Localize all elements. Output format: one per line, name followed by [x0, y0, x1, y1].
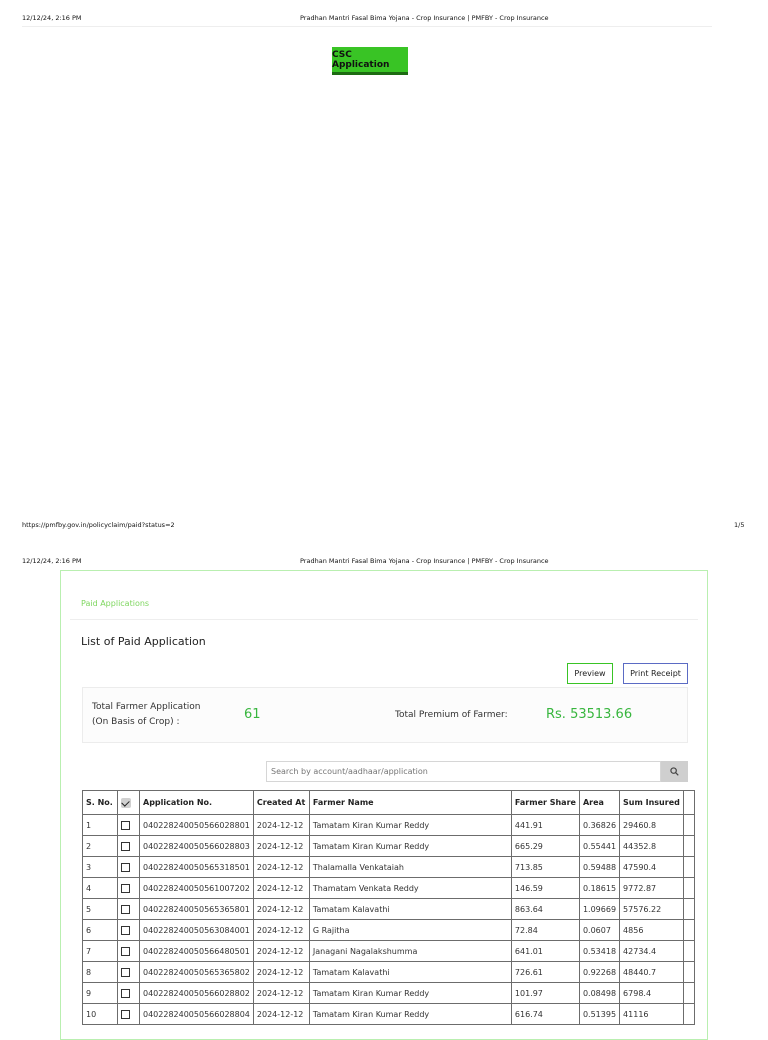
col-farmer-share: Farmer Share	[511, 791, 579, 815]
print-datetime: 12/12/24, 2:16 PM	[22, 14, 82, 22]
cell-application-no: 040228240050565318501	[140, 857, 254, 878]
cell-farmer-share: 863.64	[511, 899, 579, 920]
cell-spacer	[683, 857, 694, 878]
cell-sum-insured: 9772.87	[620, 878, 684, 899]
cell-area: 0.92268	[579, 962, 619, 983]
col-sno: S. No.	[83, 791, 118, 815]
page-title: List of Paid Application	[81, 635, 206, 648]
cell-created-at: 2024-12-12	[253, 962, 309, 983]
cell-farmer-name: Tamatam Kalavathi	[309, 962, 511, 983]
col-spacer	[683, 791, 694, 815]
cell-farmer-name: Tamatam Kiran Kumar Reddy	[309, 836, 511, 857]
table-row	[83, 920, 695, 941]
cell-area: 0.59488	[579, 857, 619, 878]
cell-created-at: 2024-12-12	[253, 836, 309, 857]
cell-spacer	[683, 836, 694, 857]
cell-area: 0.53418	[579, 941, 619, 962]
cell-application-no: 040228240050565365802	[140, 962, 254, 983]
cell-spacer	[683, 983, 694, 1004]
cell-farmer-name: Tamatam Kalavathi	[309, 899, 511, 920]
cell-spacer	[683, 1004, 694, 1025]
row-checkbox[interactable]	[121, 821, 130, 830]
cell-application-no: 040228240050566028802	[140, 983, 254, 1004]
cell-sum-insured: 29460.8	[620, 815, 684, 836]
print-page-number: 1/5	[734, 521, 745, 529]
col-application-no: Application No.	[140, 791, 254, 815]
row-checkbox-cell	[118, 836, 140, 857]
cell-farmer-share: 665.29	[511, 836, 579, 857]
row-checkbox[interactable]	[121, 842, 130, 851]
total-application-label-line1: Total Farmer Application	[92, 702, 201, 712]
row-checkbox[interactable]	[121, 905, 130, 914]
cell-area: 0.55441	[579, 836, 619, 857]
table-row	[83, 857, 695, 878]
cell-farmer-name: G Rajitha	[309, 920, 511, 941]
csc-application-button[interactable]: CSC Application	[332, 47, 408, 75]
cell-spacer	[683, 899, 694, 920]
cell-sno: 1	[83, 815, 118, 836]
cell-area: 1.09669	[579, 899, 619, 920]
table-row	[83, 878, 695, 899]
cell-area: 0.0607	[579, 920, 619, 941]
cell-spacer	[683, 920, 694, 941]
row-checkbox-cell	[118, 878, 140, 899]
breadcrumb-divider	[70, 619, 698, 620]
cell-farmer-share: 146.59	[511, 878, 579, 899]
cell-sno: 8	[83, 962, 118, 983]
row-checkbox-cell	[118, 899, 140, 920]
cell-application-no: 040228240050563084001	[140, 920, 254, 941]
row-checkbox-cell	[118, 983, 140, 1004]
cell-created-at: 2024-12-12	[253, 857, 309, 878]
row-checkbox-cell	[118, 962, 140, 983]
cell-farmer-name: Tamatam Kiran Kumar Reddy	[309, 815, 511, 836]
cell-application-no: 040228240050566480501	[140, 941, 254, 962]
row-checkbox-cell	[118, 920, 140, 941]
cell-sno: 3	[83, 857, 118, 878]
cell-farmer-share: 72.84	[511, 920, 579, 941]
breadcrumb[interactable]: Paid Applications	[81, 599, 150, 608]
cell-application-no: 040228240050565365801	[140, 899, 254, 920]
row-checkbox[interactable]	[121, 863, 130, 872]
cell-created-at: 2024-12-12	[253, 878, 309, 899]
cell-sum-insured: 57576.22	[620, 899, 684, 920]
cell-sno: 9	[83, 983, 118, 1004]
row-checkbox[interactable]	[121, 947, 130, 956]
total-premium-label: Total Premium of Farmer:	[395, 710, 508, 720]
cell-spacer	[683, 962, 694, 983]
cell-sum-insured: 6798.4	[620, 983, 684, 1004]
row-checkbox-cell	[118, 941, 140, 962]
total-application-label-line2: (On Basis of Crop) :	[92, 717, 180, 727]
table-row	[83, 983, 695, 1004]
table-row	[83, 899, 695, 920]
row-checkbox[interactable]	[121, 968, 130, 977]
table-header-row	[83, 791, 695, 815]
search-icon	[670, 767, 679, 776]
table-row	[83, 815, 695, 836]
table-row	[83, 941, 695, 962]
col-created-at: Created At	[253, 791, 309, 815]
print-doc-title-2: Pradhan Mantri Fasal Bima Yojana - Crop Insurance | PMFBY - Crop Insurance	[300, 557, 549, 565]
total-application-label	[92, 700, 200, 730]
paid-applications-table	[82, 790, 695, 1025]
cell-area: 0.18615	[579, 878, 619, 899]
cell-created-at: 2024-12-12	[253, 815, 309, 836]
cell-created-at: 2024-12-12	[253, 1004, 309, 1025]
cell-farmer-share: 101.97	[511, 983, 579, 1004]
total-application-value: 61	[244, 707, 261, 722]
cell-farmer-name: Janagani Nagalakshumma	[309, 941, 511, 962]
cell-farmer-share: 713.85	[511, 857, 579, 878]
cell-farmer-share: 441.91	[511, 815, 579, 836]
cell-sum-insured: 41116	[620, 1004, 684, 1025]
cell-area: 0.36826	[579, 815, 619, 836]
cell-farmer-name: Tamatam Kiran Kumar Reddy	[309, 983, 511, 1004]
table-row	[83, 962, 695, 983]
cell-spacer	[683, 878, 694, 899]
total-premium-value: Rs. 53513.66	[546, 707, 633, 722]
cell-farmer-name: Thalamalla Venkataiah	[309, 857, 511, 878]
cell-sno: 4	[83, 878, 118, 899]
table-row	[83, 836, 695, 857]
header-divider	[22, 26, 712, 27]
cell-sno: 7	[83, 941, 118, 962]
select-all-checkbox[interactable]	[118, 791, 140, 815]
cell-sum-insured: 44352.8	[620, 836, 684, 857]
cell-sum-insured: 42734.4	[620, 941, 684, 962]
row-checkbox-cell	[118, 1004, 140, 1025]
cell-sno: 6	[83, 920, 118, 941]
cell-farmer-share: 616.74	[511, 1004, 579, 1025]
search-input[interactable]	[266, 761, 661, 782]
cell-sum-insured: 4856	[620, 920, 684, 941]
search-button[interactable]	[661, 761, 688, 782]
cell-area: 0.08498	[579, 983, 619, 1004]
cell-sum-insured: 47590.4	[620, 857, 684, 878]
cell-sno: 2	[83, 836, 118, 857]
print-doc-title: Pradhan Mantri Fasal Bima Yojana - Crop Insurance | PMFBY - Crop Insurance	[300, 14, 549, 22]
row-checkbox-cell	[118, 815, 140, 836]
col-sum-insured: Sum Insured	[620, 791, 684, 815]
cell-sno: 10	[83, 1004, 118, 1025]
cell-spacer	[683, 941, 694, 962]
cell-farmer-name: Tamatam Kiran Kumar Reddy	[309, 1004, 511, 1025]
cell-application-no: 040228240050561007202	[140, 878, 254, 899]
cell-application-no: 040228240050566028803	[140, 836, 254, 857]
cell-farmer-name: Thamatam Venkata Reddy	[309, 878, 511, 899]
cell-created-at: 2024-12-12	[253, 941, 309, 962]
cell-application-no: 040228240050566028804	[140, 1004, 254, 1025]
row-checkbox[interactable]	[121, 926, 130, 935]
col-farmer-name: Farmer Name	[309, 791, 511, 815]
cell-sum-insured: 48440.7	[620, 962, 684, 983]
row-checkbox[interactable]	[121, 1010, 130, 1019]
table-row	[83, 1004, 695, 1025]
print-footer-url: https://pmfby.gov.in/policyclaim/paid?status=2	[22, 521, 175, 529]
row-checkbox[interactable]	[121, 989, 130, 998]
preview-button[interactable]: Preview	[567, 663, 613, 684]
cell-area: 0.51395	[579, 1004, 619, 1025]
summary-box	[82, 687, 688, 743]
col-area: Area	[579, 791, 619, 815]
cell-farmer-share: 726.61	[511, 962, 579, 983]
print-receipt-button[interactable]: Print Receipt	[623, 663, 688, 684]
cell-spacer	[683, 815, 694, 836]
cell-farmer-share: 641.01	[511, 941, 579, 962]
cell-created-at: 2024-12-12	[253, 920, 309, 941]
cell-sno: 5	[83, 899, 118, 920]
cell-application-no: 040228240050566028801	[140, 815, 254, 836]
cell-created-at: 2024-12-12	[253, 899, 309, 920]
row-checkbox-cell	[118, 857, 140, 878]
checkbox-checked-icon	[121, 798, 131, 808]
cell-created-at: 2024-12-12	[253, 983, 309, 1004]
print-datetime-2: 12/12/24, 2:16 PM	[22, 557, 82, 565]
row-checkbox[interactable]	[121, 884, 130, 893]
